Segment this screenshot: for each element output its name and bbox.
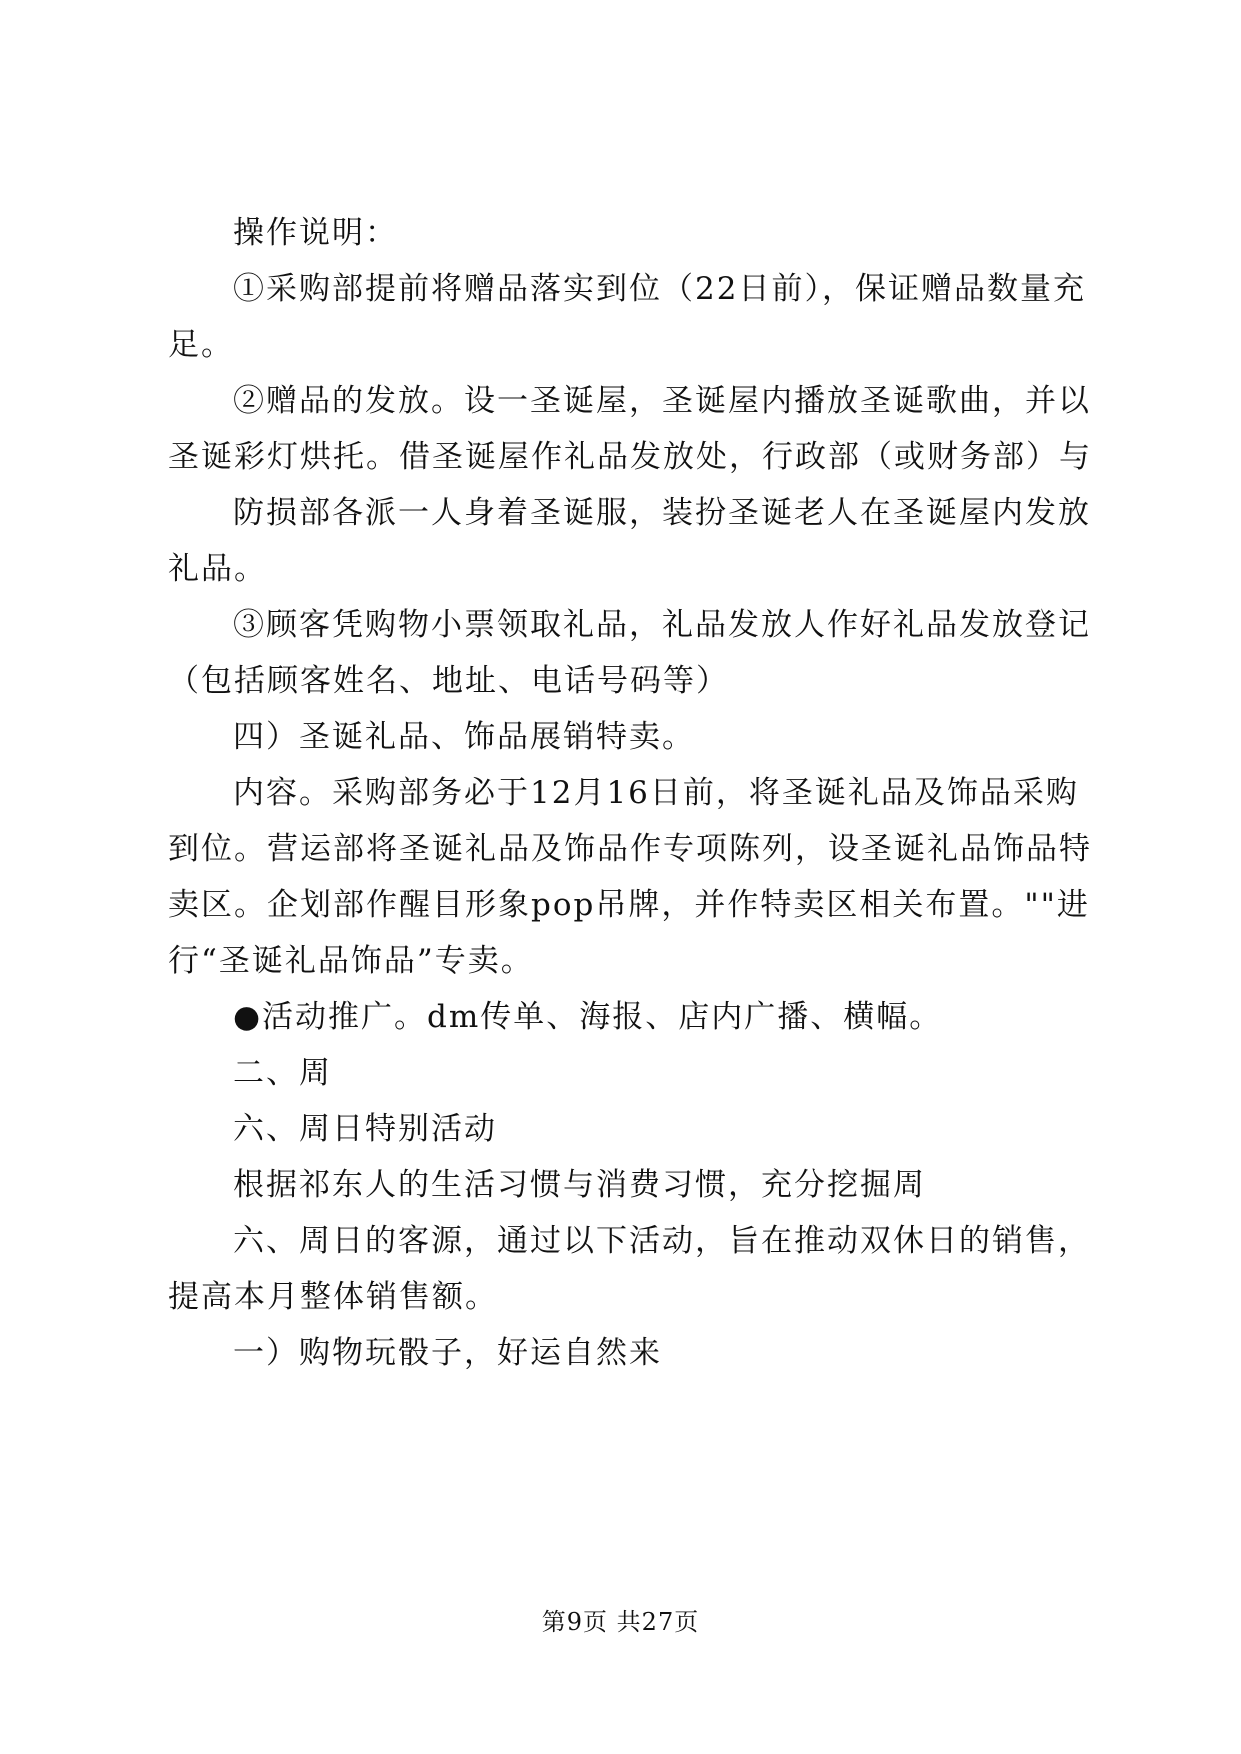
text-line: 根据祁东人的生活习惯与消费习惯，充分挖掘周 [233, 1167, 926, 1203]
text-line: ①采购部提前将赠品落实到位（22日前），保证赠品数量充 [233, 271, 1086, 307]
text-line: 操作说明： [233, 215, 398, 251]
text-line: ②赠品的发放。设一圣诞屋，圣诞屋内播放圣诞歌曲，并以 [233, 383, 1091, 419]
text-line: 提高本月整体销售额。 [168, 1279, 498, 1315]
text-line: 内容。采购部务必于12月16日前，将圣诞礼品及饰品采购 [233, 775, 1079, 811]
text-line: 行“圣诞礼品饰品”专卖。 [168, 943, 534, 979]
text-line: 卖区。企划部作醒目形象pop吊牌，并作特卖区相关布置。""进 [168, 887, 1090, 923]
text-line: 二、周 [233, 1055, 332, 1091]
text-line: 一）购物玩骰子，好运自然来 [233, 1335, 662, 1371]
text-line: 四）圣诞礼品、饰品展销特卖。 [233, 719, 695, 755]
text-line: 足。 [168, 327, 234, 363]
text-line: （包括顾客姓名、地址、电话号码等） [168, 663, 729, 699]
text-line: 六、周日的客源，通过以下活动，旨在推动双休日的销售， [233, 1223, 1091, 1259]
text-line: 六、周日特别活动 [233, 1111, 497, 1147]
text-line: 到位。营运部将圣诞礼品及饰品作专项陈列，设圣诞礼品饰品特 [168, 831, 1092, 867]
text-line: ③顾客凭购物小票领取礼品，礼品发放人作好礼品发放登记 [233, 607, 1091, 643]
text-line: 防损部各派一人身着圣诞服，装扮圣诞老人在圣诞屋内发放 [233, 495, 1091, 531]
text-line: 礼品。 [168, 551, 267, 587]
text-line: ●活动推广。dm传单、海报、店内广播、横幅。 [233, 999, 943, 1035]
page-footer: 第9页 共27页 [541, 1608, 700, 1636]
text-line: 圣诞彩灯烘托。借圣诞屋作礼品发放处，行政部（或财务部）与 [168, 439, 1092, 475]
